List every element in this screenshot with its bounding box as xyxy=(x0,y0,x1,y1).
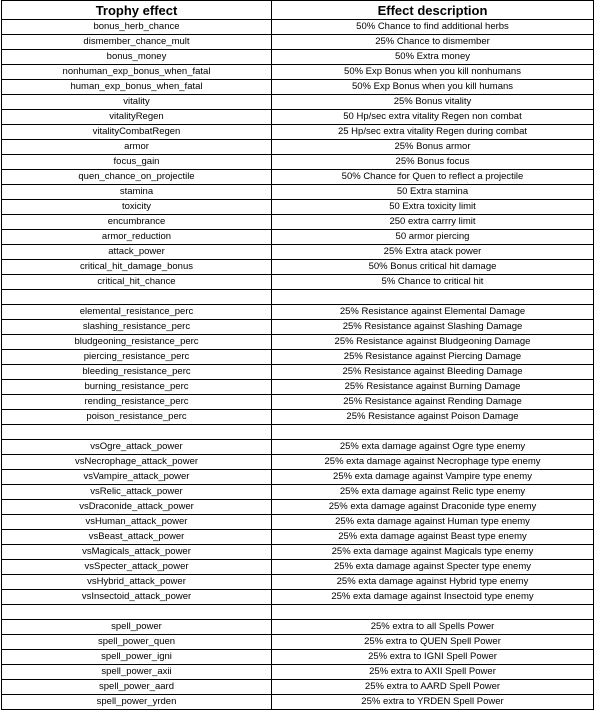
effect-description-cell: 50% Chance for Quen to reflect a projectile xyxy=(272,170,594,185)
effect-description-cell: 25% exta damage against Specter type enemy xyxy=(272,560,594,575)
table-row xyxy=(2,260,594,275)
effect-description-cell: 25% extra to all Spells Power xyxy=(272,620,594,635)
effect-name-cell: stamina xyxy=(2,185,272,200)
effect-name-cell: encumbrance xyxy=(2,215,272,230)
effect-description-cell: 25% exta damage against Hybrid type enemy xyxy=(272,575,594,590)
effect-description-cell: 25% Resistance against Piercing Damage xyxy=(272,350,594,365)
effect-name-cell: vitality xyxy=(2,95,272,110)
table-row xyxy=(2,155,594,170)
effect-description-cell: 25% Bonus vitality xyxy=(272,95,594,110)
table-row xyxy=(2,335,594,350)
table-row xyxy=(2,680,594,695)
effect-name-cell: vsRelic_attack_power xyxy=(2,485,272,500)
effect-name-cell: vsNecrophage_attack_power xyxy=(2,455,272,470)
effect-description-cell: 25% extra to AXII Spell Power xyxy=(272,665,594,680)
effect-description-cell: 25% Resistance against Elemental Damage xyxy=(272,305,594,320)
effect-name-cell: focus_gain xyxy=(2,155,272,170)
effect-description-cell: 25% Resistance against Bludgeoning Damage xyxy=(272,335,594,350)
table-row xyxy=(2,350,594,365)
table-row xyxy=(2,380,594,395)
effect-description-cell: 25 Hp/sec extra vitality Regen during combat xyxy=(272,125,594,140)
table-row xyxy=(2,185,594,200)
table-row xyxy=(2,50,594,65)
table-row xyxy=(2,695,594,710)
effect-description-cell: 50% Chance to find additional herbs xyxy=(272,20,594,35)
effect-description-cell xyxy=(272,425,594,440)
effect-description-cell: 25% Resistance against Bleeding Damage xyxy=(272,365,594,380)
table-row xyxy=(2,110,594,125)
table-row xyxy=(2,365,594,380)
table-row xyxy=(2,530,594,545)
effect-name-cell xyxy=(2,425,272,440)
table-row xyxy=(2,635,594,650)
effect-name-cell: vsHybrid_attack_power xyxy=(2,575,272,590)
effect-name-cell: elemental_resistance_perc xyxy=(2,305,272,320)
header-trophy-effect: Trophy effect xyxy=(2,1,272,20)
effect-description-cell: 25% Extra atack power xyxy=(272,245,594,260)
effect-description-cell: 25% Resistance against Burning Damage xyxy=(272,380,594,395)
table-row xyxy=(2,590,594,605)
effect-description-cell: 50% Bonus critical hit damage xyxy=(272,260,594,275)
effect-name-cell: armor xyxy=(2,140,272,155)
effect-name-cell: attack_power xyxy=(2,245,272,260)
table-row xyxy=(2,500,594,515)
effect-description-cell: 25% extra to AARD Spell Power xyxy=(272,680,594,695)
effect-name-cell: spell_power_axii xyxy=(2,665,272,680)
table-body xyxy=(2,20,594,710)
effect-name-cell: vsOgre_attack_power xyxy=(2,440,272,455)
effect-description-cell: 25% Chance to dismember xyxy=(272,35,594,50)
table-row xyxy=(2,80,594,95)
table-row xyxy=(2,485,594,500)
effect-description-cell: 25% exta damage against Human type enemy xyxy=(272,515,594,530)
effect-description-cell: 5% Chance to critical hit xyxy=(272,275,594,290)
effect-description-cell: 25% Resistance against Poison Damage xyxy=(272,410,594,425)
effect-description-cell: 25% exta damage against Magicals type enemy xyxy=(272,545,594,560)
table-row xyxy=(2,650,594,665)
table-row xyxy=(2,245,594,260)
effect-description-cell: 25% exta damage against Insectoid type enemy xyxy=(272,590,594,605)
header-row xyxy=(2,1,594,20)
effect-name-cell: spell_power_igni xyxy=(2,650,272,665)
effect-name-cell: critical_hit_chance xyxy=(2,275,272,290)
effect-name-cell xyxy=(2,290,272,305)
header-effect-description: Effect description xyxy=(272,1,594,20)
table-row xyxy=(2,545,594,560)
effect-name-cell: spell_power xyxy=(2,620,272,635)
effect-name-cell: bonus_herb_chance xyxy=(2,20,272,35)
spacer-row xyxy=(2,290,594,305)
effect-description-cell: 50 Extra stamina xyxy=(272,185,594,200)
table-row xyxy=(2,170,594,185)
effect-description-cell: 25% exta damage against Relic type enemy xyxy=(272,485,594,500)
effect-name-cell: armor_reduction xyxy=(2,230,272,245)
effect-description-cell: 250 extra carrry limit xyxy=(272,215,594,230)
effect-name-cell xyxy=(2,605,272,620)
table-row xyxy=(2,95,594,110)
table-row xyxy=(2,455,594,470)
effect-description-cell: 50% Exp Bonus when you kill nonhumans xyxy=(272,65,594,80)
effect-name-cell: vsBeast_attack_power xyxy=(2,530,272,545)
effect-name-cell: spell_power_yrden xyxy=(2,695,272,710)
table-row xyxy=(2,65,594,80)
table-row xyxy=(2,230,594,245)
table-row xyxy=(2,305,594,320)
effect-name-cell: critical_hit_damage_bonus xyxy=(2,260,272,275)
effect-description-cell: 50% Exp Bonus when you kill humans xyxy=(272,80,594,95)
effect-name-cell: human_exp_bonus_when_fatal xyxy=(2,80,272,95)
trophy-effects-table xyxy=(1,0,594,710)
table-row xyxy=(2,440,594,455)
effect-name-cell: vsVampire_attack_power xyxy=(2,470,272,485)
effect-description-cell: 25% exta damage against Beast type enemy xyxy=(272,530,594,545)
table-row xyxy=(2,515,594,530)
effect-name-cell: bleeding_resistance_perc xyxy=(2,365,272,380)
table-row xyxy=(2,620,594,635)
effect-description-cell: 25% exta damage against Draconide type enemy xyxy=(272,500,594,515)
effect-name-cell: quen_chance_on_projectile xyxy=(2,170,272,185)
table-row xyxy=(2,470,594,485)
effect-description-cell: 25% Resistance against Slashing Damage xyxy=(272,320,594,335)
effect-description-cell: 25% Resistance against Rending Damage xyxy=(272,395,594,410)
effect-name-cell: spell_power_quen xyxy=(2,635,272,650)
table-row xyxy=(2,140,594,155)
effect-description-cell: 25% Bonus armor xyxy=(272,140,594,155)
effect-description-cell: 25% Bonus focus xyxy=(272,155,594,170)
effect-name-cell: vsMagicals_attack_power xyxy=(2,545,272,560)
effect-description-cell xyxy=(272,605,594,620)
effect-description-cell: 25% exta damage against Ogre type enemy xyxy=(272,440,594,455)
effect-description-cell: 50 Hp/sec extra vitality Regen non combat xyxy=(272,110,594,125)
table-row xyxy=(2,575,594,590)
effect-description-cell xyxy=(272,290,594,305)
effect-name-cell: burning_resistance_perc xyxy=(2,380,272,395)
table-row xyxy=(2,20,594,35)
effect-name-cell: vitalityRegen xyxy=(2,110,272,125)
table-row xyxy=(2,215,594,230)
effect-description-cell: 25% exta damage against Vampire type enemy xyxy=(272,470,594,485)
effect-description-cell: 25% extra to YRDEN Spell Power xyxy=(272,695,594,710)
table-row xyxy=(2,125,594,140)
effect-description-cell: 50 armor piercing xyxy=(272,230,594,245)
table-row xyxy=(2,200,594,215)
table-row xyxy=(2,560,594,575)
effect-description-cell: 50% Extra money xyxy=(272,50,594,65)
effect-description-cell: 25% exta damage against Necrophage type enemy xyxy=(272,455,594,470)
effect-name-cell: vsDraconide_attack_power xyxy=(2,500,272,515)
table-row xyxy=(2,410,594,425)
effect-name-cell: rending_resistance_perc xyxy=(2,395,272,410)
effect-name-cell: bonus_money xyxy=(2,50,272,65)
effect-name-cell: vsInsectoid_attack_power xyxy=(2,590,272,605)
table-row xyxy=(2,275,594,290)
table-row xyxy=(2,35,594,50)
effect-description-cell: 25% extra to QUEN Spell Power xyxy=(272,635,594,650)
effect-name-cell: slashing_resistance_perc xyxy=(2,320,272,335)
effect-name-cell: poison_resistance_perc xyxy=(2,410,272,425)
table-row xyxy=(2,395,594,410)
table-row xyxy=(2,665,594,680)
effect-name-cell: vsHuman_attack_power xyxy=(2,515,272,530)
effect-name-cell: vsSpecter_attack_power xyxy=(2,560,272,575)
spacer-row xyxy=(2,425,594,440)
effect-name-cell: nonhuman_exp_bonus_when_fatal xyxy=(2,65,272,80)
table-row xyxy=(2,320,594,335)
effect-name-cell: vitalityCombatRegen xyxy=(2,125,272,140)
spacer-row xyxy=(2,605,594,620)
effect-name-cell: bludgeoning_resistance_perc xyxy=(2,335,272,350)
effect-name-cell: toxicity xyxy=(2,200,272,215)
effect-description-cell: 25% extra to IGNI Spell Power xyxy=(272,650,594,665)
effect-name-cell: spell_power_aard xyxy=(2,680,272,695)
effect-name-cell: piercing_resistance_perc xyxy=(2,350,272,365)
effect-description-cell: 50 Extra toxicity limit xyxy=(272,200,594,215)
effect-name-cell: dismember_chance_mult xyxy=(2,35,272,50)
